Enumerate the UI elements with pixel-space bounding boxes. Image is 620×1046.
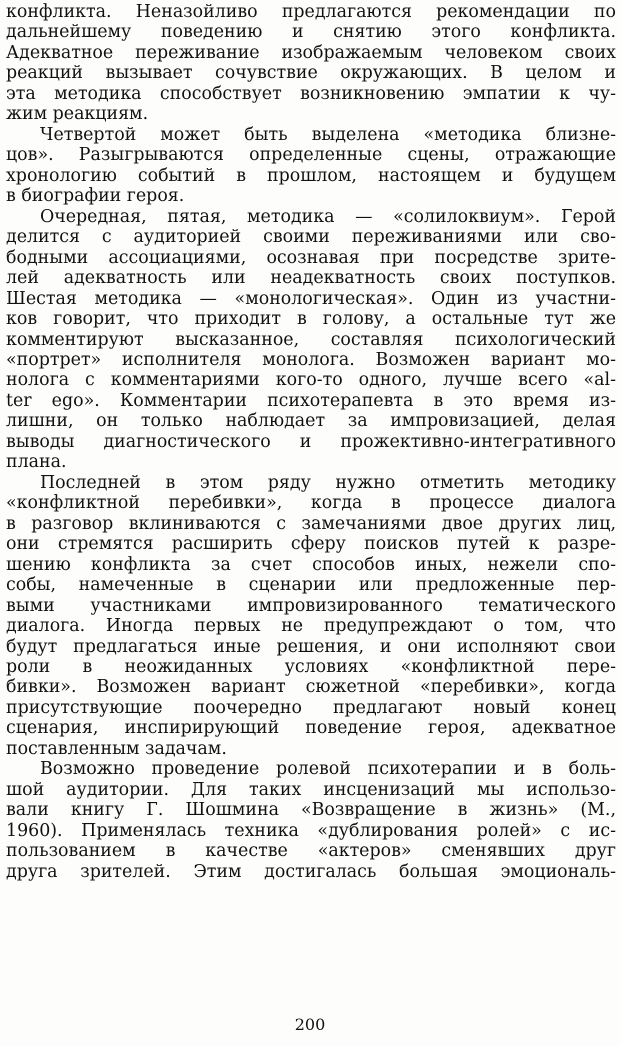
text-line: в биографии героя. (6, 186, 185, 207)
text-line: сценария, инспирирующий поведение героя, адекватное (6, 718, 616, 739)
text-line: жим реакциям. (6, 104, 149, 125)
text-line: выводы диагностического и прожективно-интегративного (6, 431, 616, 452)
text-line: поставленным задачам. (6, 738, 227, 759)
text-line: 1960). Применялась техника «дублирования ролей» с ис- (6, 820, 616, 841)
text-line: собы, намеченные в сценарии или предложенные пер- (6, 575, 616, 596)
text-line: диалога. Иногда первых не предупреждают о том, что (6, 616, 616, 637)
text-line: шению конфликта за счет способов иных, нежели спо- (6, 554, 616, 575)
text-line: пользованием в качестве «актеров» сменявших друг (6, 841, 616, 862)
text-line: Шестая методика — «монологическая». Один из участни- (6, 288, 616, 309)
text-line: шой аудитории. Для таких инсценизаций мы использо- (6, 779, 616, 800)
text-line: «портрет» исполнителя монолога. Возможен вариант мо- (6, 349, 616, 370)
text-line: вали книгу Г. Шошмина «Возвращение в жизнь» (М., (6, 800, 616, 821)
text-line: плана. (6, 452, 67, 473)
text-line: Возможно проведение ролевой психотерапии и в боль- (40, 759, 616, 780)
text-line: ter ego». Комментарии психотерапевта в это время из- (6, 390, 616, 411)
text-line: в разговор вклиниваются с замечаниями двое других лиц, (6, 513, 616, 534)
text-line: хронологию событий в прошлом, настоящем и будущем (6, 165, 616, 186)
text-line: бивки». Возможен вариант сюжетной «перебивки», когда (6, 677, 616, 698)
text-line: бодными ассоциациями, осознавая при посредстве зрите- (6, 247, 616, 268)
text-line: реакций вызывает сочувствие окружающих. В целом и (6, 63, 616, 84)
text-line: комментируют высказанное, составляя психологический (6, 329, 616, 350)
text-line: дальнейшему поведению и снятию этого конфликта. (6, 22, 616, 43)
text-line: Очередная, пятая, методика — «солилоквиум». Герой (40, 206, 616, 227)
text-line: эта методика способствует возникновению эмпатии к чу- (6, 83, 616, 104)
text-line: цов». Разыгрываются определенные сцены, отражающие (6, 145, 616, 166)
text-line: конфликта. Неназойливо предлагаются рекомендации по (6, 2, 616, 22)
text-line: будут предлагаться иные решения, и они исполняют свои (6, 636, 616, 657)
text-line: делится с аудиторией своими переживаниями или сво- (6, 227, 616, 248)
body-text (6, 2, 616, 882)
text-line: Четвертой может быть выделена «методика близне- (40, 124, 616, 145)
text-line: они стремятся расширить сферу поисков путей к разре- (6, 534, 616, 555)
text-line: Адекватное переживание изображаемым человеком своих (6, 42, 616, 63)
text-line: нолога с комментариями кого-то одного, лучше всего «al- (6, 370, 616, 391)
text-line: Последней в этом ряду нужно отметить методику (40, 472, 616, 493)
text-line: выми участниками импровизированного тематического (6, 595, 616, 616)
text-line: лишни, он только наблюдает за импровизацией, делая (6, 411, 616, 432)
text-line: друга зрителей. Этим достигалась большая эмоциональ- (6, 861, 616, 882)
page-number: 200 (294, 1015, 326, 1034)
text-line: роли в неожиданных условиях «конфликтной пере- (6, 657, 616, 677)
text-line: ков говорит, что приходит в голову, а остальные тут же (6, 309, 616, 330)
text-line: присутствующие поочередно предлагают новый конец (6, 697, 616, 718)
text-line: «конфликтной перебивки», когда в процессе диалога (6, 493, 616, 514)
text-line: лей адекватность или неадекватность своих поступков. (6, 268, 616, 289)
